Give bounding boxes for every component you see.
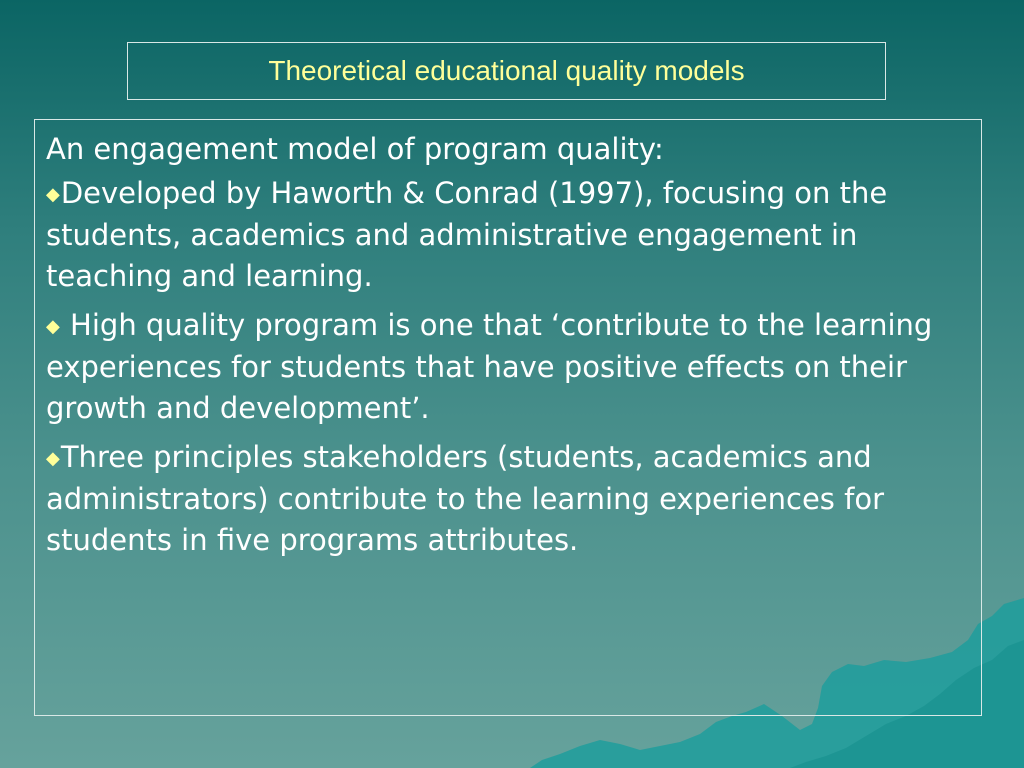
content-box — [34, 119, 982, 716]
bullet-item — [46, 437, 971, 561]
diamond-bullet-icon: ◆ — [46, 184, 60, 205]
title-box — [127, 42, 886, 100]
intro-text: An engagement model of program quality: — [46, 132, 664, 166]
bullet-text: High quality program is one that ‘contribute to the learning experiences for students that have positive effects on their growth and development’. — [46, 308, 942, 425]
diamond-bullet-icon: ◆ — [46, 448, 60, 469]
bullet-text: Developed by Haworth & Conrad (1997), focusing on the students, academics and administrative engagement in teaching and learning. — [46, 176, 888, 293]
bullet-item — [46, 305, 971, 429]
bullet-item — [46, 173, 971, 297]
diamond-bullet-icon: ◆ — [46, 316, 60, 337]
slide-title: Theoretical educational quality models — [268, 55, 745, 86]
bullet-text: Three principles stakeholders (students, academics and administrators) contribute to the learning experiences for students in five programs attributes. — [46, 440, 885, 557]
